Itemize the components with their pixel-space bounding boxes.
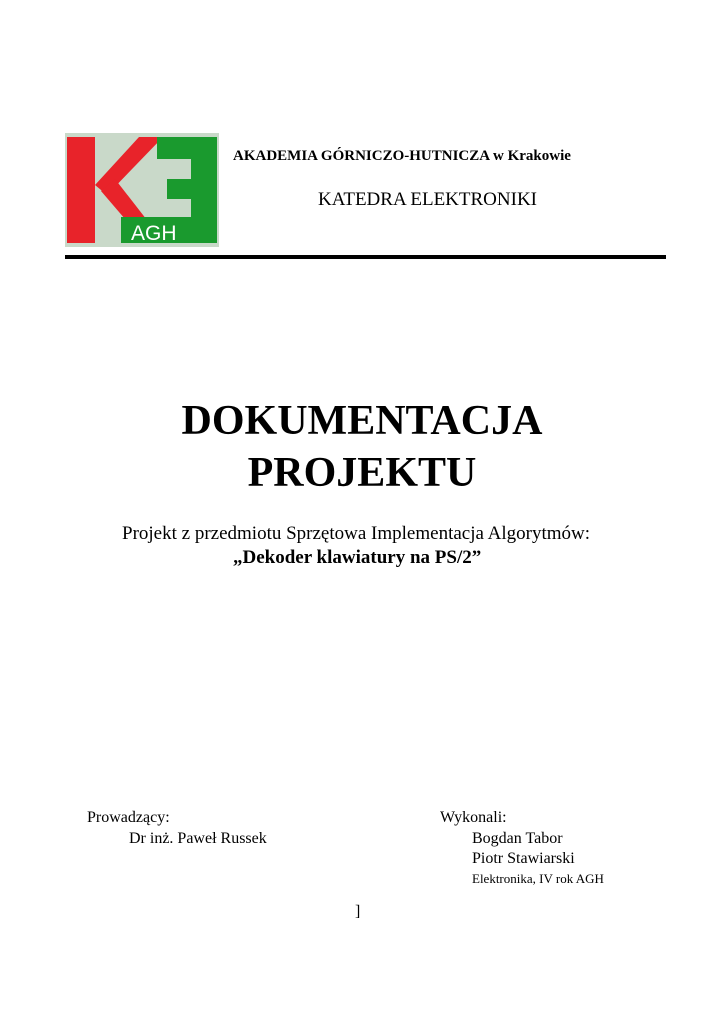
- logo-agh-text: AGH: [131, 222, 177, 245]
- authors-program-note: Elektronika, IV rok AGH: [472, 871, 604, 886]
- university-name: AKADEMIA GÓRNICZO-HUTNICZA w Krakowie: [233, 148, 571, 164]
- document-title-line-2: PROJEKTU: [247, 450, 477, 496]
- supervisor-name: Dr inż. Paweł Russek: [129, 830, 267, 847]
- page-mark: ]: [355, 903, 361, 920]
- author-name: Bogdan Tabor: [472, 830, 563, 847]
- project-name: „Dekoder klawiatury na PS/2”: [233, 547, 482, 568]
- document-title-line-1: DOKUMENTACJA: [181, 398, 543, 444]
- department-name: KATEDRA ELEKTRONIKI: [318, 189, 538, 210]
- logo-e-middle: [167, 179, 217, 199]
- header-divider: [65, 255, 666, 259]
- supervisor-label: Prowadzący:: [87, 809, 170, 826]
- logo-k-stem: [67, 137, 95, 243]
- author-name: Piotr Stawiarski: [472, 850, 575, 867]
- agh-ke-logo: [65, 133, 219, 247]
- course-subject: Projekt z przedmiotu Sprzętowa Implementacja Algorytmów:: [122, 523, 591, 544]
- document-title: [0, 395, 724, 499]
- authors-label: Wykonali:: [440, 809, 507, 826]
